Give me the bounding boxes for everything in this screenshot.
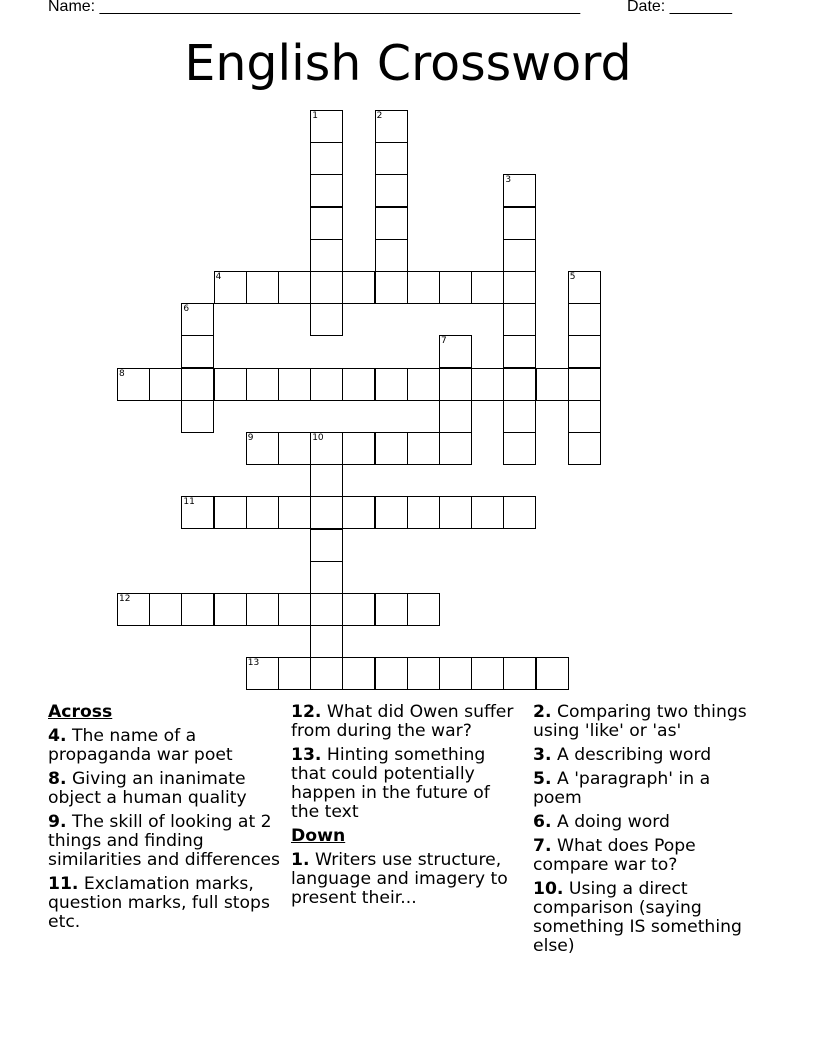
crossword-cell[interactable] bbox=[375, 432, 408, 465]
crossword-cell[interactable] bbox=[375, 657, 408, 690]
crossword-cell[interactable] bbox=[278, 496, 311, 529]
crossword-cell[interactable] bbox=[310, 239, 343, 272]
crossword-cell[interactable] bbox=[342, 368, 375, 401]
crossword-cell[interactable] bbox=[181, 303, 214, 336]
clue-number: 9. bbox=[48, 812, 67, 832]
crossword-cell[interactable] bbox=[568, 335, 601, 368]
crossword-cell[interactable] bbox=[117, 368, 150, 401]
crossword-cell[interactable] bbox=[375, 496, 408, 529]
crossword-cell[interactable] bbox=[310, 561, 343, 594]
clue-across-8 bbox=[48, 770, 286, 808]
crossword-cell[interactable] bbox=[246, 593, 279, 626]
clue-across-11 bbox=[48, 875, 286, 932]
crossword-cell[interactable] bbox=[342, 657, 375, 690]
clue-number: 7. bbox=[533, 836, 552, 856]
crossword-cell[interactable] bbox=[503, 496, 536, 529]
clue-text: Using a direct comparison (saying something IS something else) bbox=[533, 879, 742, 956]
clue-number: 4. bbox=[48, 726, 67, 746]
clue-text: The skill of looking at 2 things and finding similarities and differences bbox=[48, 812, 280, 870]
crossword-cell[interactable] bbox=[503, 657, 536, 690]
crossword-cell[interactable] bbox=[310, 303, 343, 336]
crossword-cell[interactable] bbox=[342, 271, 375, 304]
clue-text: What did Owen suffer from during the war? bbox=[291, 702, 514, 741]
crossword-cell[interactable] bbox=[117, 593, 150, 626]
clue-across-4 bbox=[48, 727, 286, 765]
crossword-cell[interactable] bbox=[181, 496, 214, 529]
clue-text: Giving an inanimate object a human quality bbox=[48, 769, 247, 808]
crossword-cell[interactable] bbox=[439, 400, 472, 433]
crossword-cell[interactable] bbox=[503, 335, 536, 368]
crossword-cell[interactable] bbox=[278, 271, 311, 304]
crossword-cell[interactable] bbox=[503, 432, 536, 465]
crossword-cell[interactable] bbox=[407, 271, 440, 304]
clue-down-3 bbox=[533, 746, 758, 765]
crossword-cell[interactable] bbox=[181, 335, 214, 368]
crossword-cell[interactable] bbox=[310, 368, 343, 401]
clues-column-2 bbox=[291, 703, 516, 913]
cell-number: 7 bbox=[441, 336, 447, 347]
crossword-cell[interactable] bbox=[342, 593, 375, 626]
crossword-cell[interactable] bbox=[407, 593, 440, 626]
crossword-cell[interactable] bbox=[375, 368, 408, 401]
crossword-cell[interactable] bbox=[310, 625, 343, 658]
cell-number: 11 bbox=[183, 497, 195, 508]
clue-text: Comparing two things using 'like' or 'as' bbox=[533, 702, 747, 741]
clues-column-1 bbox=[48, 703, 286, 937]
crossword-cell[interactable] bbox=[214, 496, 247, 529]
crossword-cell[interactable] bbox=[310, 464, 343, 497]
crossword-cell[interactable] bbox=[375, 142, 408, 175]
clue-number: 1. bbox=[291, 850, 310, 870]
crossword-cell[interactable] bbox=[342, 496, 375, 529]
crossword-cell[interactable] bbox=[568, 368, 601, 401]
crossword-cell[interactable] bbox=[214, 271, 247, 304]
cell-number: 8 bbox=[119, 368, 125, 379]
cell-number: 9 bbox=[247, 433, 254, 443]
crossword-cell[interactable] bbox=[278, 368, 311, 401]
clue-text: A 'paragraph' in a poem bbox=[533, 769, 711, 808]
crossword-cell[interactable] bbox=[439, 496, 472, 529]
crossword-cell[interactable] bbox=[310, 432, 343, 465]
clue-number: 12. bbox=[291, 702, 322, 722]
crossword-cell[interactable] bbox=[149, 368, 182, 401]
cell-number: 5 bbox=[569, 272, 576, 282]
clue-number: 2. bbox=[533, 702, 552, 722]
crossword-cell[interactable] bbox=[310, 593, 343, 626]
crossword-cell[interactable] bbox=[310, 207, 343, 240]
crossword-cell[interactable] bbox=[471, 657, 504, 690]
clue-text: A describing word bbox=[556, 745, 712, 765]
crossword-cell[interactable] bbox=[503, 368, 536, 401]
cell-number: 6 bbox=[183, 304, 190, 315]
crossword-cell[interactable] bbox=[310, 174, 343, 207]
crossword-cell[interactable] bbox=[536, 657, 569, 690]
cell-number: 12 bbox=[119, 594, 131, 604]
clue-down-5 bbox=[533, 770, 758, 808]
page-title: English Crossword bbox=[184, 35, 632, 92]
crossword-cell[interactable] bbox=[375, 207, 408, 240]
crossword-cell[interactable] bbox=[310, 529, 343, 562]
clues-column-3 bbox=[533, 703, 758, 961]
name-field[interactable]: Name: ______________________________________________________ bbox=[48, 0, 581, 15]
crossword-cell[interactable] bbox=[503, 271, 536, 304]
crossword-cell[interactable] bbox=[375, 110, 408, 143]
crossword-cell[interactable] bbox=[471, 496, 504, 529]
clue-down-7 bbox=[533, 837, 758, 875]
crossword-cell[interactable] bbox=[439, 657, 472, 690]
across-heading: Across bbox=[48, 702, 113, 722]
crossword-cell[interactable] bbox=[310, 110, 343, 143]
crossword-cell[interactable] bbox=[439, 271, 472, 304]
crossword-cell[interactable] bbox=[181, 368, 214, 401]
crossword-cell[interactable] bbox=[503, 207, 536, 240]
crossword-cell[interactable] bbox=[214, 368, 247, 401]
crossword-cell[interactable] bbox=[471, 368, 504, 401]
clue-number: 8. bbox=[48, 769, 67, 789]
clue-across-9 bbox=[48, 813, 286, 870]
crossword-cell[interactable] bbox=[439, 368, 472, 401]
crossword-cell[interactable] bbox=[214, 593, 247, 626]
crossword-cell[interactable] bbox=[310, 496, 343, 529]
clue-number: 11. bbox=[48, 874, 79, 894]
clue-down-10 bbox=[533, 880, 758, 956]
down-heading: Down bbox=[291, 826, 346, 846]
crossword-cell[interactable] bbox=[407, 657, 440, 690]
clue-text: Writers use structure, language and imagery to present their... bbox=[291, 850, 508, 908]
clue-text: A doing word bbox=[556, 812, 670, 832]
crossword-cell[interactable] bbox=[310, 142, 343, 175]
clue-down-1 bbox=[291, 851, 516, 908]
crossword-cell[interactable] bbox=[278, 657, 311, 690]
crossword-cell[interactable] bbox=[375, 174, 408, 207]
crossword-cell[interactable] bbox=[536, 368, 569, 401]
clue-number: 13. bbox=[291, 745, 322, 765]
crossword-cell[interactable] bbox=[149, 593, 182, 626]
crossword-cell[interactable] bbox=[407, 368, 440, 401]
date-field[interactable]: Date: _______ bbox=[627, 0, 732, 15]
clue-number: 3. bbox=[533, 745, 552, 765]
crossword-cell[interactable] bbox=[375, 239, 408, 272]
clue-down-6 bbox=[533, 813, 758, 832]
cell-number: 4 bbox=[215, 272, 222, 282]
cell-number: 1 bbox=[312, 111, 318, 121]
clue-across-12 bbox=[291, 703, 516, 741]
crossword-cell[interactable] bbox=[278, 593, 311, 626]
crossword-cell[interactable] bbox=[503, 239, 536, 272]
crossword-cell[interactable] bbox=[375, 593, 408, 626]
crossword-cell[interactable] bbox=[181, 593, 214, 626]
cell-number: 13 bbox=[247, 658, 260, 669]
crossword-cell[interactable] bbox=[342, 432, 375, 465]
crossword-cell[interactable] bbox=[246, 657, 279, 690]
cell-number: 2 bbox=[376, 111, 383, 121]
clue-text: Exclamation marks, question marks, full stops etc. bbox=[48, 874, 270, 932]
crossword-cell[interactable] bbox=[181, 400, 214, 433]
crossword-cell[interactable] bbox=[375, 271, 408, 304]
crossword-cell[interactable] bbox=[568, 303, 601, 336]
crossword-cell[interactable] bbox=[471, 271, 504, 304]
clue-number: 10. bbox=[533, 879, 564, 899]
clue-down-2 bbox=[533, 703, 758, 741]
crossword-cell[interactable] bbox=[568, 400, 601, 433]
clue-text: The name of a propaganda war poet bbox=[48, 726, 233, 765]
crossword-cell[interactable] bbox=[503, 303, 536, 336]
clue-across-13 bbox=[291, 746, 516, 822]
crossword-cell[interactable] bbox=[439, 335, 472, 368]
crossword-cell[interactable] bbox=[310, 271, 343, 304]
crossword-cell[interactable] bbox=[246, 496, 279, 529]
clue-text: What does Pope compare war to? bbox=[533, 836, 696, 875]
crossword-cell[interactable] bbox=[439, 432, 472, 465]
crossword-cell[interactable] bbox=[246, 271, 279, 304]
crossword-cell[interactable] bbox=[568, 271, 601, 304]
cell-number: 3 bbox=[505, 175, 512, 186]
cell-number: 10 bbox=[312, 433, 324, 443]
crossword-cell[interactable] bbox=[568, 432, 601, 465]
clue-number: 6. bbox=[533, 812, 552, 832]
crossword-cell[interactable] bbox=[503, 400, 536, 433]
clue-number: 5. bbox=[533, 769, 552, 789]
crossword-cell[interactable] bbox=[310, 657, 343, 690]
crossword-cell[interactable] bbox=[407, 432, 440, 465]
crossword-cell[interactable] bbox=[407, 496, 440, 529]
crossword-cell[interactable] bbox=[246, 432, 279, 465]
crossword-cell[interactable] bbox=[246, 368, 279, 401]
crossword-cell[interactable] bbox=[278, 432, 311, 465]
clue-text: Hinting something that could potentially happen in the future of the text bbox=[291, 745, 490, 822]
crossword-cell[interactable] bbox=[503, 174, 536, 207]
